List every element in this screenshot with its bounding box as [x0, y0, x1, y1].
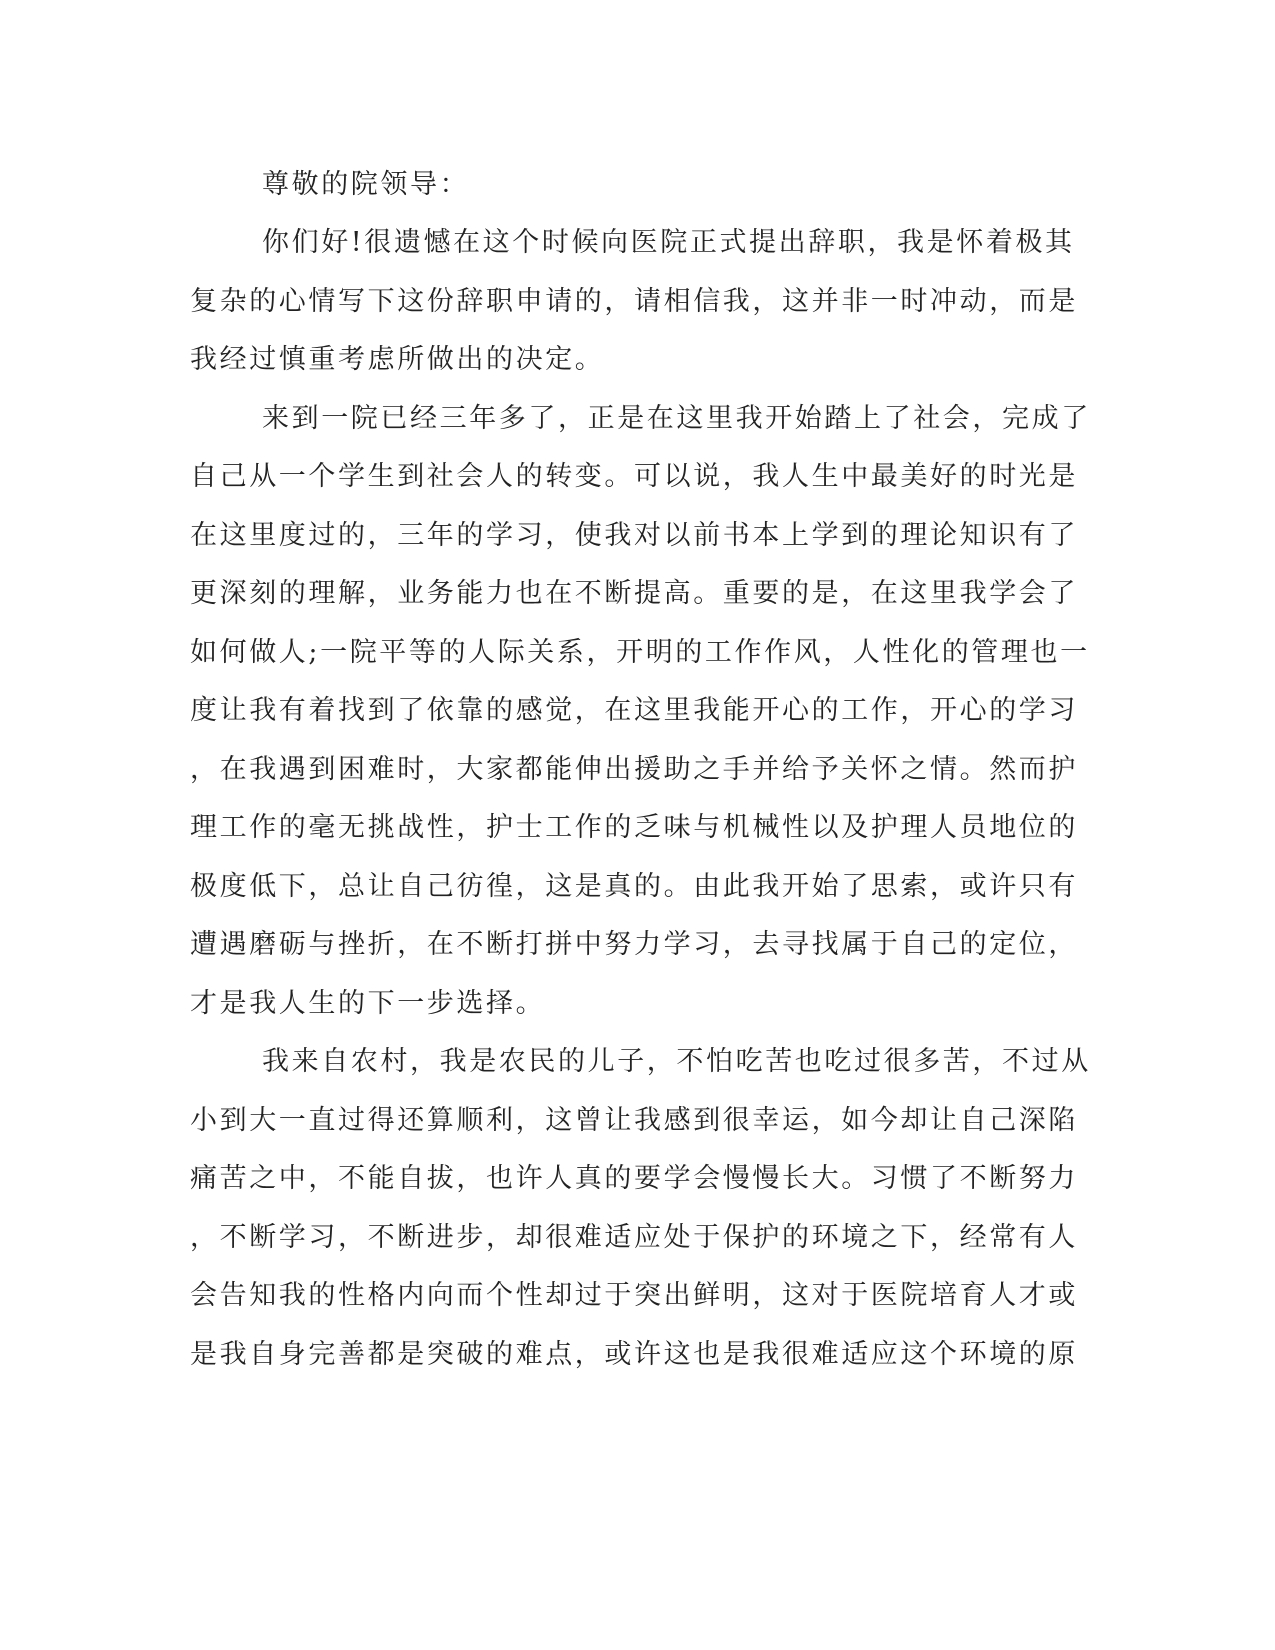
- paragraph-line: 会告知我的性格内向而个性却过于突出鲜明，这对于医院培育人才或: [190, 1280, 1078, 1311]
- paragraph-line: 理工作的毫无挑战性，护士工作的乏味与机械性以及护理人员地位的: [190, 812, 1078, 843]
- paragraph-line: ，在我遇到困难时，大家都能伸出援助之手并给予关怀之情。然而护: [190, 754, 1078, 785]
- paragraph-line: 自己从一个学生到社会人的转变。可以说，我人生中最美好的时光是: [190, 461, 1078, 492]
- paragraph-line: 在这里度过的，三年的学习，使我对以前书本上学到的理论知识有了: [190, 520, 1078, 551]
- paragraph-line: 来到一院已经三年多了，正是在这里我开始踏上了社会，完成了: [262, 403, 1091, 434]
- paragraph-line: 复杂的心情写下这份辞职申请的，请相信我，这并非一时冲动，而是: [190, 286, 1078, 317]
- paragraph-line: 遭遇磨砺与挫折，在不断打拼中努力学习，去寻找属于自己的定位，: [190, 929, 1078, 960]
- paragraph-line: 如何做人;一院平等的人际关系，开明的工作作风，人性化的管理也一: [190, 637, 1090, 668]
- paragraph-line: 我来自农村，我是农民的儿子，不怕吃苦也吃过很多苦，不过从: [262, 1046, 1091, 1077]
- paragraph-line: 才是我人生的下一步选择。: [190, 988, 546, 1019]
- paragraph-line: 极度低下，总让自己彷徨，这是真的。由此我开始了思索，或许只有: [190, 871, 1078, 902]
- paragraph-line: 度让我有着找到了依靠的感觉，在这里我能开心的工作，开心的学习: [190, 695, 1078, 726]
- paragraph-line: 我经过慎重考虑所做出的决定。: [190, 344, 605, 375]
- paragraph-line: 更深刻的理解，业务能力也在不断提高。重要的是，在这里我学会了: [190, 578, 1078, 609]
- paragraph-line: 你们好!很遗憾在这个时候向医院正式提出辞职，我是怀着极其: [262, 227, 1075, 258]
- paragraph-line: 是我自身完善都是突破的难点，或许这也是我很难适应这个环境的原: [190, 1339, 1078, 1370]
- salutation: 尊敬的院领导：: [262, 169, 470, 200]
- paragraph-line: ，不断学习，不断进步，却很难适应处于保护的环境之下，经常有人: [190, 1222, 1078, 1253]
- paragraph-line: 痛苦之中，不能自拔，也许人真的要学会慢慢长大。习惯了不断努力: [190, 1163, 1078, 1194]
- paragraph-line: 小到大一直过得还算顺利，这曾让我感到很幸运，如今却让自己深陷: [190, 1105, 1078, 1136]
